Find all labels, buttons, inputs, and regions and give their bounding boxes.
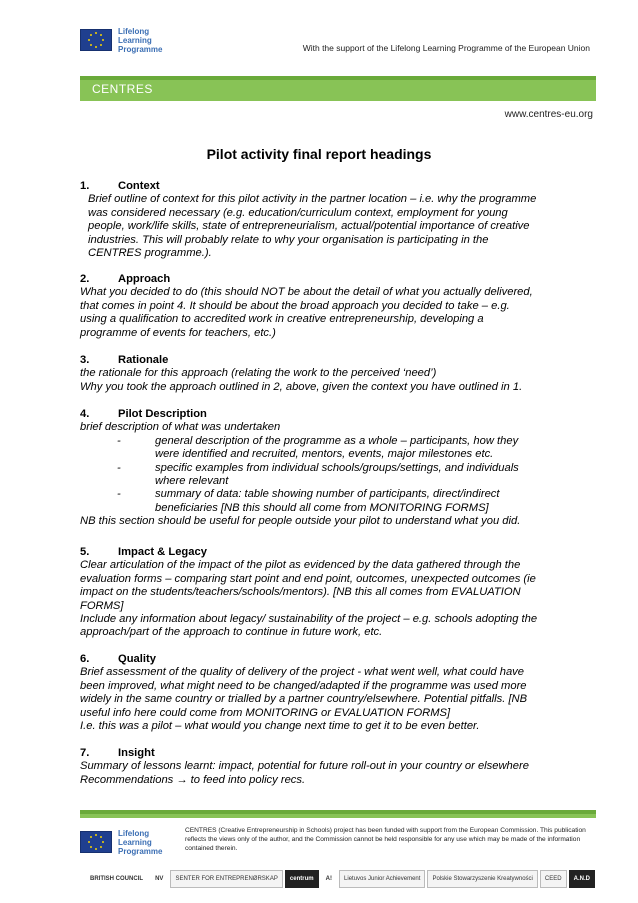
section-context xyxy=(80,180,580,260)
partner-logo: NV xyxy=(150,870,168,888)
eu-flag-icon xyxy=(80,831,112,853)
eu-flag-icon xyxy=(80,29,112,51)
partner-logo: A.N.D xyxy=(569,870,595,888)
section-body: Brief outline of context for this pilot activity in the partner location – i.e. why the programme was considered necessary (e.g. education/curriculum context, employment for young people, work/life skills, state of entrepreneurialism, actual/potential importance of creative industries. This will probably relate to why your organisation is participating in the CENTRES programme.). xyxy=(88,193,537,260)
footer-llp-logo xyxy=(80,826,180,858)
llp-logo-text: Lifelong Learning Programme xyxy=(118,26,163,54)
centres-label: CENTRES xyxy=(92,82,153,96)
section-pilot-description xyxy=(80,408,580,529)
section-heading: 5. Impact & Legacy xyxy=(80,546,207,558)
section-heading: 2. Approach xyxy=(80,273,171,285)
footer-disclaimer: CENTRES (Creative Entrepreneurship in Schools) project has been funded with support from the European Commission. This publication reflects the views only of the author, and the Commission cannot be held responsible for any use which may be made of the information contained therein. xyxy=(185,827,586,852)
section-intro: brief description of what was undertaken xyxy=(80,421,281,434)
bullet-item: - specific examples from individual schools/groups/settings, and individuals where relevant xyxy=(117,461,519,488)
footer-banner xyxy=(80,814,596,818)
section-heading: 1. Context xyxy=(80,180,160,192)
section-outro: NB this section should be useful for people outside your pilot to understand what you did. xyxy=(80,515,521,528)
section-heading: 6. Quality xyxy=(80,653,156,665)
partner-logo: Lietuvos Junior Achievement xyxy=(339,870,425,888)
section-impact-legacy xyxy=(80,546,580,640)
partner-logo: Polskie Stowarzyszenie Kreatywności xyxy=(427,870,537,888)
section-heading: 4. Pilot Description xyxy=(80,408,207,420)
page-title: Pilot activity final report headings xyxy=(206,146,432,162)
banner-top-stripe xyxy=(80,76,596,80)
support-text: With the support of the Lifelong Learning Programme of the European Union xyxy=(302,43,590,53)
section-insight xyxy=(80,747,580,787)
website-url[interactable]: www.centres-eu.org xyxy=(504,109,593,120)
section-body: Brief assessment of the quality of delivery of the project - what went well, what could have been improved, what might need to be changed/adapted if the programme was used more widely in the same country or trialled by a partner country/elsewhere. Potential pitfalls. [NB useful info here could come from MONITORING or EVALUATION FORMS] I.e. this was a pilot – what would you change next time to get it to be even better. xyxy=(80,666,528,733)
section-body: What you decided to do (this should NOT be about the detail of what you actually delivered, that comes in point 4. It should be about the broad approach you decided to take – e.g. using a qualification to accredited work in creative entrepreneurship, developing a programme of events for teachers, etc.) xyxy=(80,286,533,339)
section-heading: 3. Rationale xyxy=(80,354,169,366)
section-approach xyxy=(80,273,580,340)
partner-logos xyxy=(85,868,595,890)
partner-logo: A! xyxy=(321,870,337,888)
footer-llp-logo-text: Lifelong Learning Programme xyxy=(118,828,163,856)
section-body: Clear articulation of the impact of the pilot as evidenced by the data gathered through the evaluation forms – comparing start point and end point, outcomes, unexpected outcomes (ie impact on the students/teachers/schools/mentors). [NB this all comes from EVALUATION FORMS] Include any information about legacy/ sustainability of the project – e.g. schools adopting the approach/part of the approach to continue in future work, etc. xyxy=(80,559,538,639)
bullet-item: - summary of data: table showing number of participants, direct/indirect beneficiaries [NB this should all come from MONITORING FORMS] xyxy=(117,488,500,514)
partner-logo: SENTER FOR ENTREPRENØRSKAP xyxy=(170,870,282,888)
section-heading: 7. Insight xyxy=(80,747,155,759)
partner-logo: BRITISH COUNCIL xyxy=(85,870,148,888)
llp-logo xyxy=(80,24,200,56)
bullet-item: - general description of the programme as a whole – participants, how they were identified and recruited, mentors, events, major milestones etc. xyxy=(117,434,519,461)
section-quality xyxy=(80,653,580,733)
partner-logo: CEED xyxy=(540,870,567,888)
partner-logo: centrum xyxy=(285,870,319,888)
section-body: the rationale for this approach (relating the work to the perceived ‘need’) Why you took the approach outlined in 2, above, given the context you have outlined in 1. xyxy=(80,367,523,393)
section-rationale xyxy=(80,354,580,394)
section-body: Summary of lessons learnt: impact, potential for future roll-out in your country or elsewhere Recommendations → to feed into policy recs. xyxy=(80,760,529,786)
